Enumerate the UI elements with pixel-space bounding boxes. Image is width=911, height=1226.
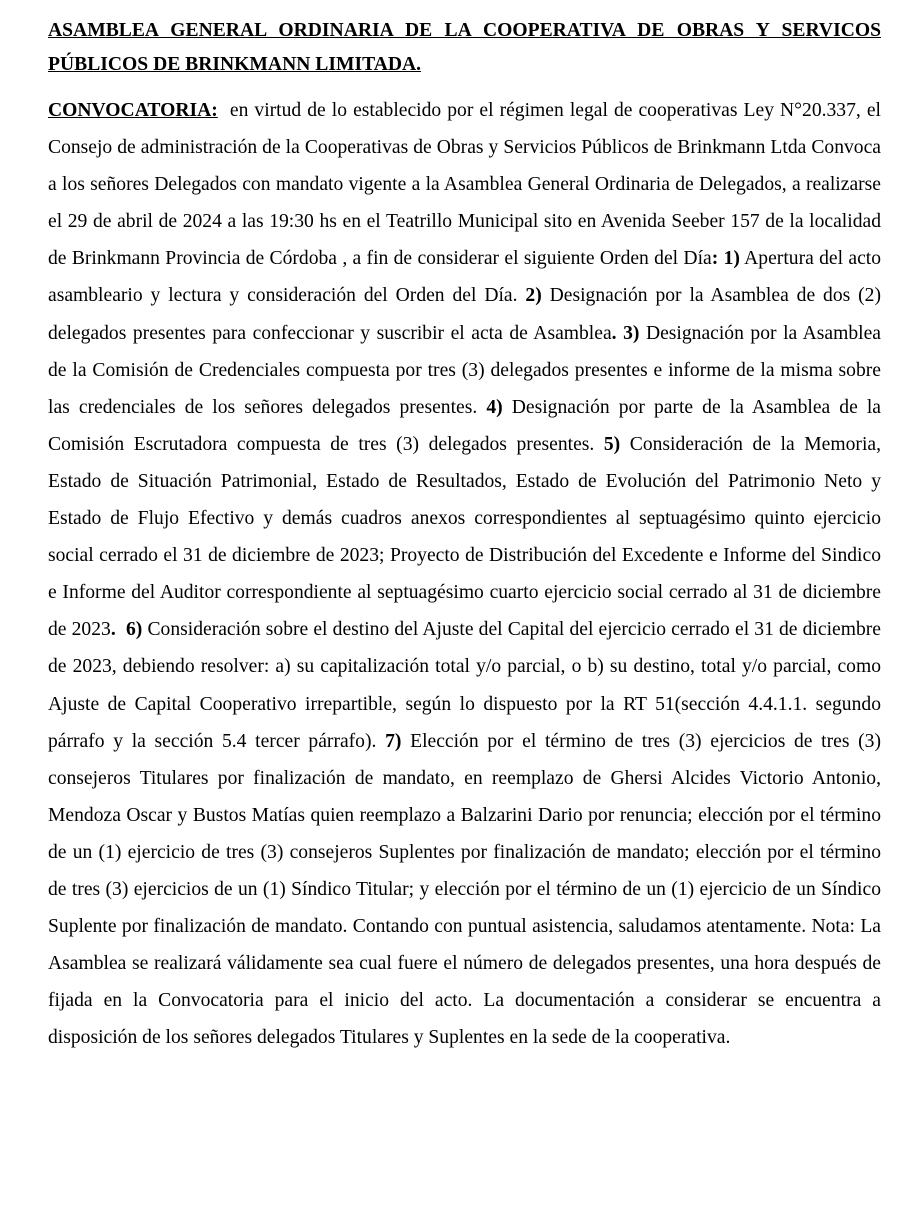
- agenda-item-text: Apertura del acto asambleario y lectura y consideración del Orden del Día.: [48, 248, 882, 307]
- agenda-item-number: 4): [486, 396, 503, 418]
- agenda-item-number: 2): [525, 285, 542, 307]
- agenda-item-text: Consideración sobre el destino del Ajuste del Capital del ejercicio cerrado el 31 de diciembre de 2023, debiendo resolver: a) su capitalización total y/o parcial, o b) su destino, total y/o parcial, como Ajuste de Capital Cooperativo irrepartible, según lo dispuesto por la RT 51(sección 4.4.1.1. segundo párrafo y la sección 5.4 tercer párrafo).: [48, 619, 881, 752]
- agenda-item-number: 7): [385, 730, 402, 752]
- agenda-item-number: 5): [603, 433, 621, 455]
- agenda-item-number: 1): [718, 248, 740, 270]
- agenda-item-number: . 6): [110, 619, 143, 641]
- convocatoria-paragraph: [48, 92, 886, 1056]
- agenda-item-text: Designación por la Asamblea de la Comisión de Credenciales compuesta por tres (3) delegados presentes e informe de la misma sobre las credenciales de los señores delegados presentes.: [48, 322, 882, 418]
- convocatoria-label: CONVOCATORIA:: [48, 100, 218, 121]
- document-page: [48, 14, 886, 1056]
- agenda-item-text: Designación por la Asamblea de dos (2) delegados presentes para confeccionar y suscribir el acta de Asamblea: [48, 285, 881, 344]
- document-title: ASAMBLEA GENERAL ORDINARIA DE LA COOPERATIVA DE OBRAS Y SERVICOS PÚBLICOS DE BRINKMANN LIMITADA.: [48, 20, 881, 75]
- intro-colon: :: [711, 248, 719, 270]
- agenda-item-text: Designación por parte de la Asamblea de la Comisión Escrutadora compuesta de tres (3) delegados presentes.: [48, 396, 881, 455]
- agenda-item-text: Consideración de la Memoria, Estado de Situación Patrimonial, Estado de Resultados, Estado de Evolución del Patrimonio Neto y Estado de Flujo Efectivo y demás cuadros anexos correspondientes al septuagésimo quinto ejercicio social cerrado el 31 de diciembre de 2023; Proyecto de Distribución del Excedente e Informe del Sindico e Informe del Auditor correspondiente al septuagésimo cuarto ejercicio social cerrado al 31 de diciembre de 2023: [48, 433, 881, 641]
- agenda-item-text: Elección por el término de tres (3) ejercicios de tres (3) consejeros Titulares por finalización de mandato, en reemplazo de Ghersi Alcides Victorio Antonio, Mendoza Oscar y Bustos Matías quien reemplazo a Balzarini Dario por renuncia; elección por el término de un (1) ejercicio de tres (3) consejeros Suplentes por finalización de mandato; elección por el término de tres (3) ejercicios de un (1) Síndico Titular; y elección por el término de un (1) ejercicio de un Síndico Suplente por finalización de mandato. Contando con puntual asistencia, saludamos atentamente. Nota: La Asamblea se realizará válidamente sea cual fuere el número de delegados presentes, una hora después de fijada en la Convocatoria para el inicio del acto. La documentación a considerar se encuentra a disposición de los señores delegados Titulares y Suplentes en la sede de la cooperativa.: [48, 730, 881, 1049]
- convocatoria-intro: en virtud de lo establecido por el régimen legal de cooperativas Ley N°20.337, el Consejo de administración de la Cooperativas de Obras y Servicios Públicos de Brinkmann Ltda Convoca a los señores Delegados con mandato vigente a la Asamblea General Ordinaria de Delegados, a realizarse el 29 de abril de 2024 a las 19:30 hs en el Teatrillo Municipal sito en Avenida Seeber 157 de la localidad de Brinkmann Provincia de Córdoba , a fin de considerar el siguiente Orden del Día: [48, 100, 886, 270]
- agenda-item-number: . 3): [611, 322, 640, 344]
